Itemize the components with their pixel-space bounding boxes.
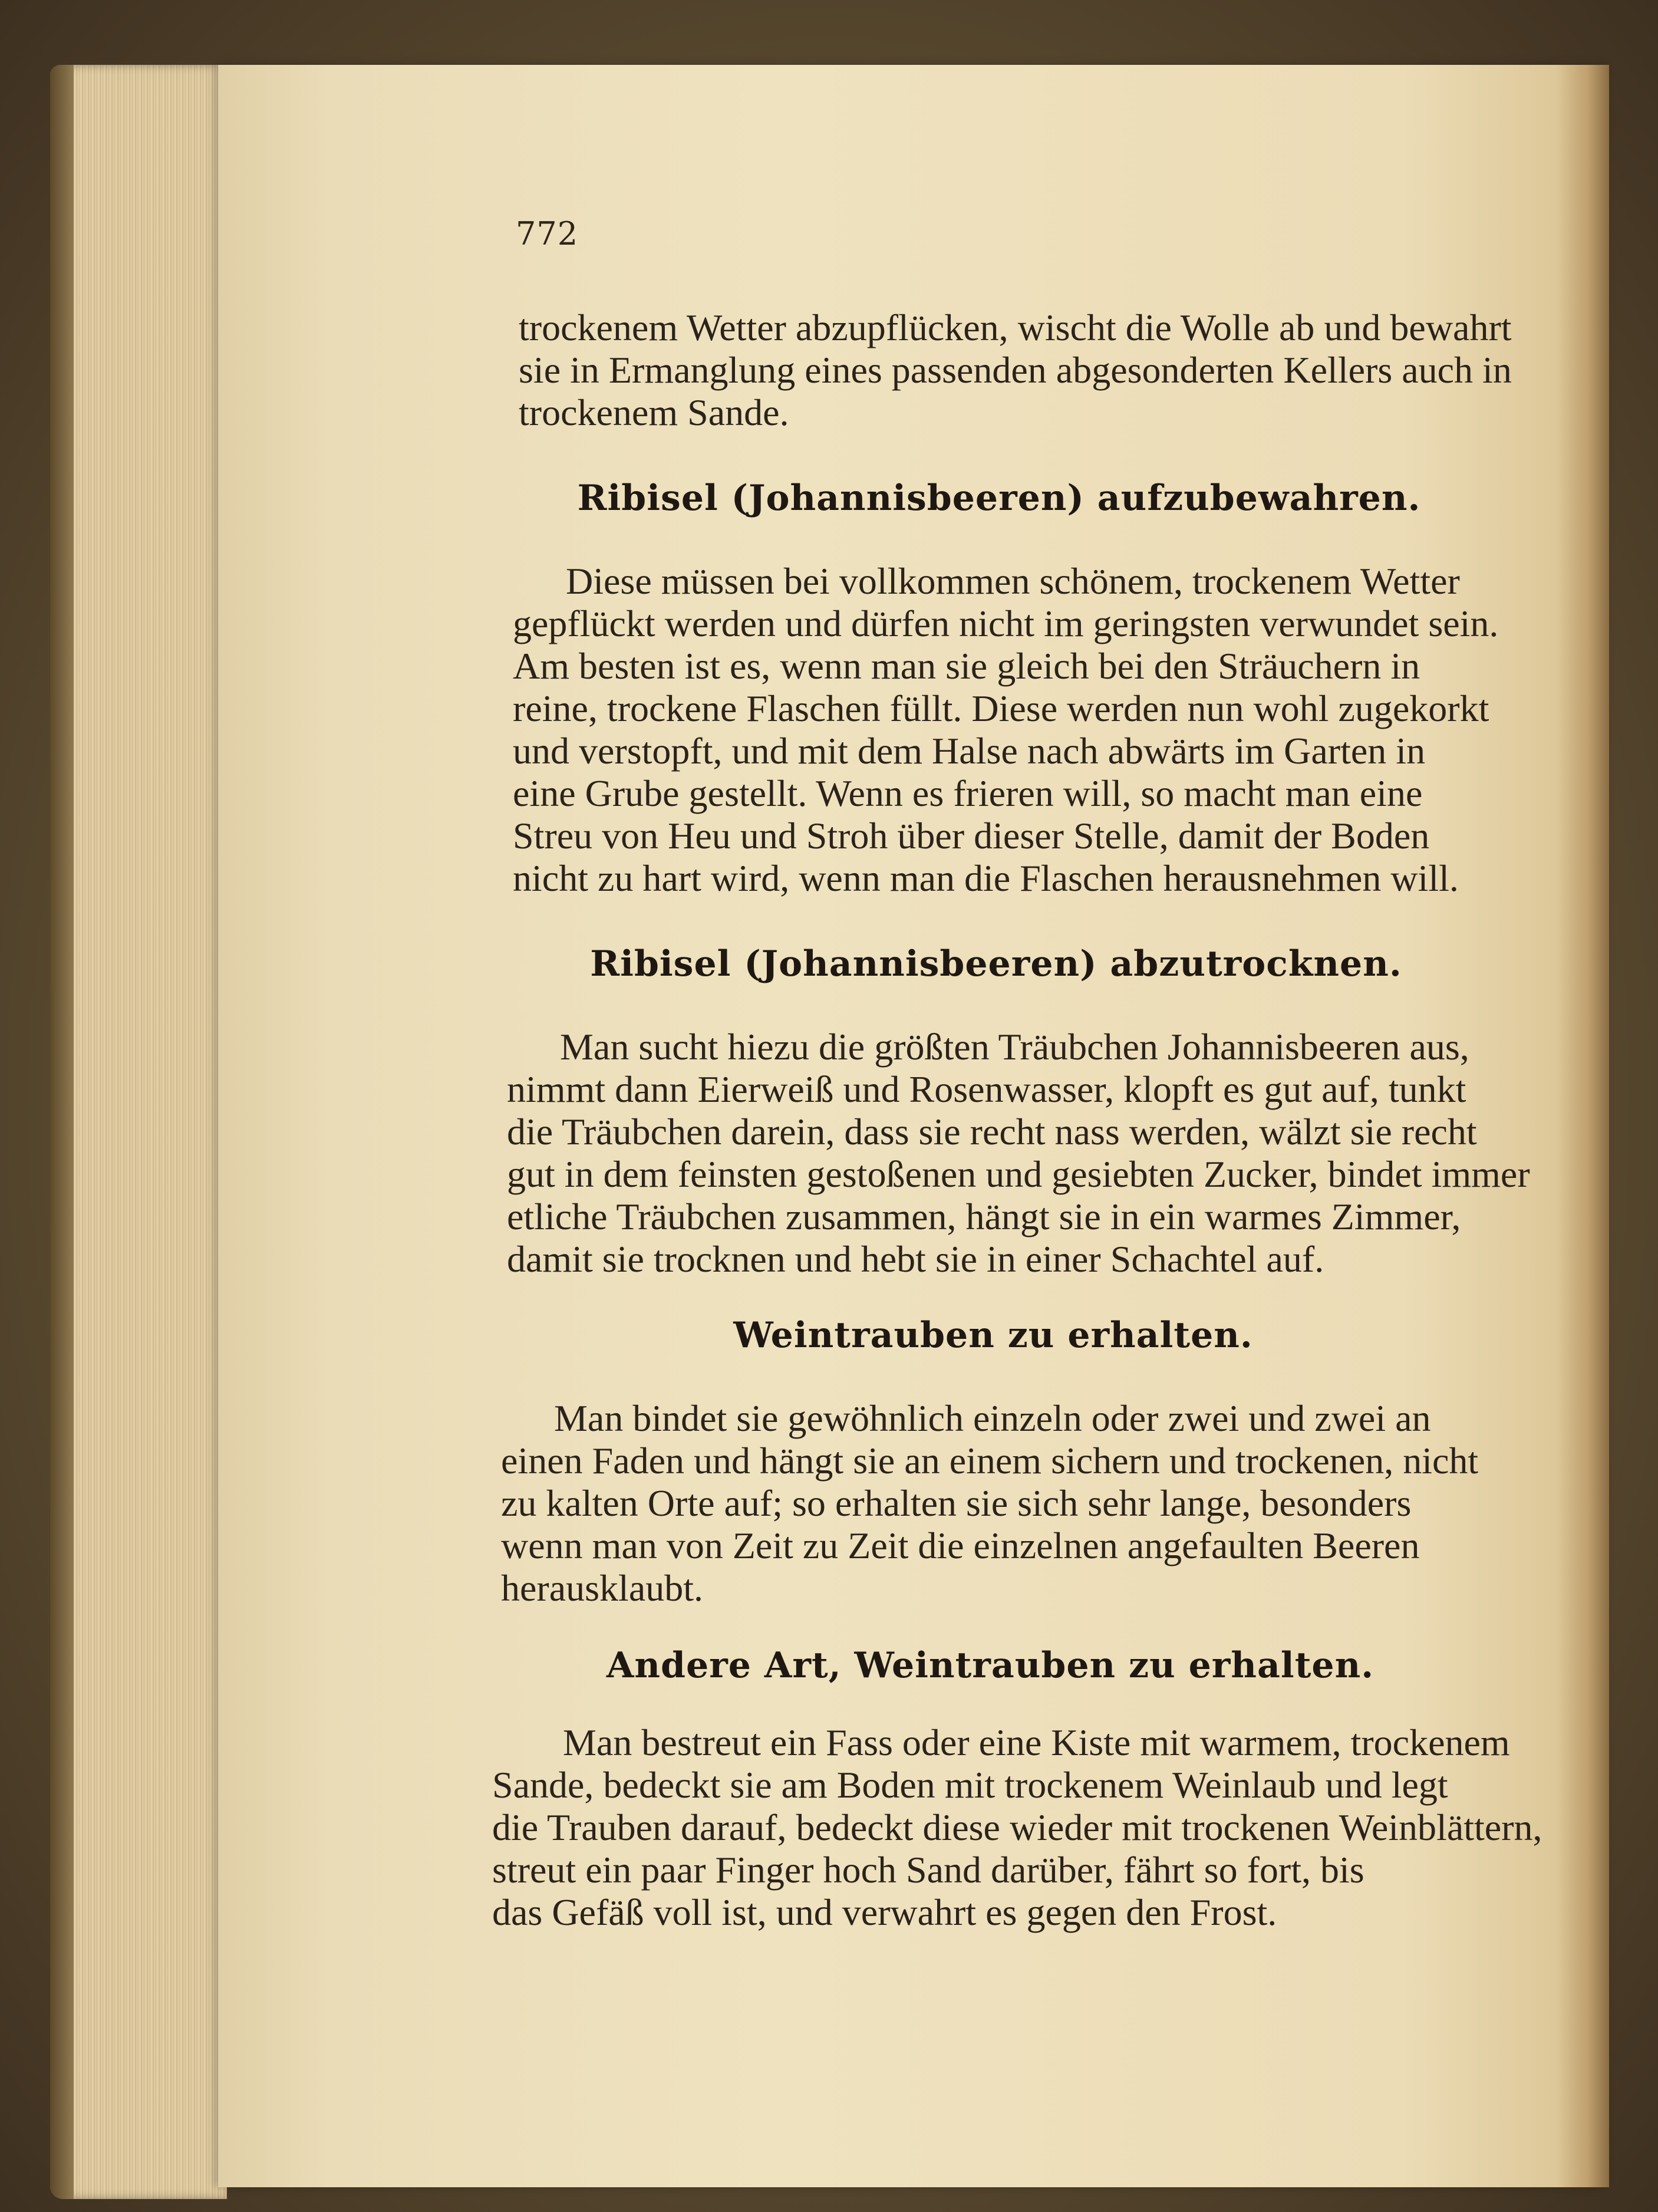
text-line: damit sie trocknen und hebt sie in einer Schachtel auf.: [507, 1238, 1324, 1280]
text-line: die Trauben darauf, bedeckt diese wieder mit trockenen Weinblättern,: [492, 1806, 1542, 1848]
text-line: Sande, bedeckt sie am Boden mit trockenem Weinlaub und legt: [492, 1764, 1448, 1806]
book-page-edges: [50, 65, 227, 2199]
text-line: Streu von Heu und Stroh über dieser Stelle, damit der Boden: [513, 815, 1430, 857]
text-line: die Träubchen darein, dass sie recht nass werden, wälzt sie recht: [507, 1111, 1477, 1153]
recipe-paragraph: [513, 560, 1499, 900]
text-line: eine Grube gestellt. Wenn es frieren will, so macht man eine: [513, 772, 1423, 814]
text-line: trockenem Wetter abzupflücken, wischt die Wolle ab und bewahrt: [519, 307, 1512, 348]
text-line: gepflückt werden und dürfen nicht im geringsten verwundet sein.: [513, 603, 1499, 644]
text-line: herausklaubt.: [501, 1567, 703, 1609]
text-line: gut in dem feinsten gestoßenen und gesiebten Zucker, bindet immer: [507, 1153, 1530, 1195]
recipe-paragraph: [507, 1026, 1530, 1281]
text-line: sie in Ermanglung eines passenden abgesonderten Kellers auch in: [519, 349, 1512, 391]
text-line: nicht zu hart wird, wenn man die Flaschen herausnehmen will.: [513, 857, 1459, 899]
text-line: einen Faden und hängt sie an einem sichern und trockenen, nicht: [501, 1440, 1479, 1482]
book-spine-edge: [50, 65, 74, 2199]
text-line: trockenem Sande.: [519, 391, 789, 433]
text-line: reine, trockene Flaschen füllt. Diese werden nun wohl zugekorkt: [513, 687, 1489, 729]
text-line: zu kalten Orte auf; so erhalten sie sich sehr lange, besonders: [501, 1482, 1412, 1524]
text-line: streut ein paar Finger hoch Sand darüber, fährt so fort, bis: [492, 1849, 1364, 1891]
text-line: etliche Träubchen zusammen, hängt sie in ein warmes Zimmer,: [507, 1196, 1461, 1237]
text-line: und verstopft, und mit dem Halse nach abwärts im Garten in: [513, 730, 1426, 772]
section-heading: Ribisel (Johannisbeeren) abzutrocknen.: [590, 943, 1402, 985]
text-line: Diese müssen bei vollkommen schönem, trockenem Wetter: [566, 560, 1460, 602]
section-heading: Andere Art, Weintrauben zu erhalten.: [606, 1645, 1374, 1686]
page-number: 772: [516, 215, 579, 252]
text-line: Am besten ist es, wenn man sie gleich bei den Sträuchern in: [513, 645, 1420, 687]
text-line: Man bestreut ein Fass oder eine Kiste mit warmem, trockenem: [563, 1721, 1510, 1763]
recipe-paragraph: [492, 1721, 1542, 1934]
text-line: Man bindet sie gewöhnlich einzeln oder zwei und zwei an: [554, 1397, 1431, 1439]
text-line: das Gefäß voll ist, und verwahrt es gegen den Frost.: [492, 1891, 1277, 1933]
section-heading: Weintrauben zu erhalten.: [733, 1315, 1253, 1356]
section-heading: Ribisel (Johannisbeeren) aufzubewahren.: [577, 478, 1421, 519]
text-line: nimmt dann Eierweiß und Rosenwasser, klopft es gut auf, tunkt: [507, 1068, 1466, 1110]
continuation-paragraph: [519, 307, 1512, 434]
text-line: Man sucht hiezu die größten Träubchen Johannisbeeren aus,: [560, 1026, 1469, 1068]
page-gutter-shadow: [1556, 65, 1609, 2187]
recipe-paragraph: [501, 1397, 1479, 1609]
text-line: wenn man von Zeit zu Zeit die einzelnen angefaulten Beeren: [501, 1525, 1420, 1566]
